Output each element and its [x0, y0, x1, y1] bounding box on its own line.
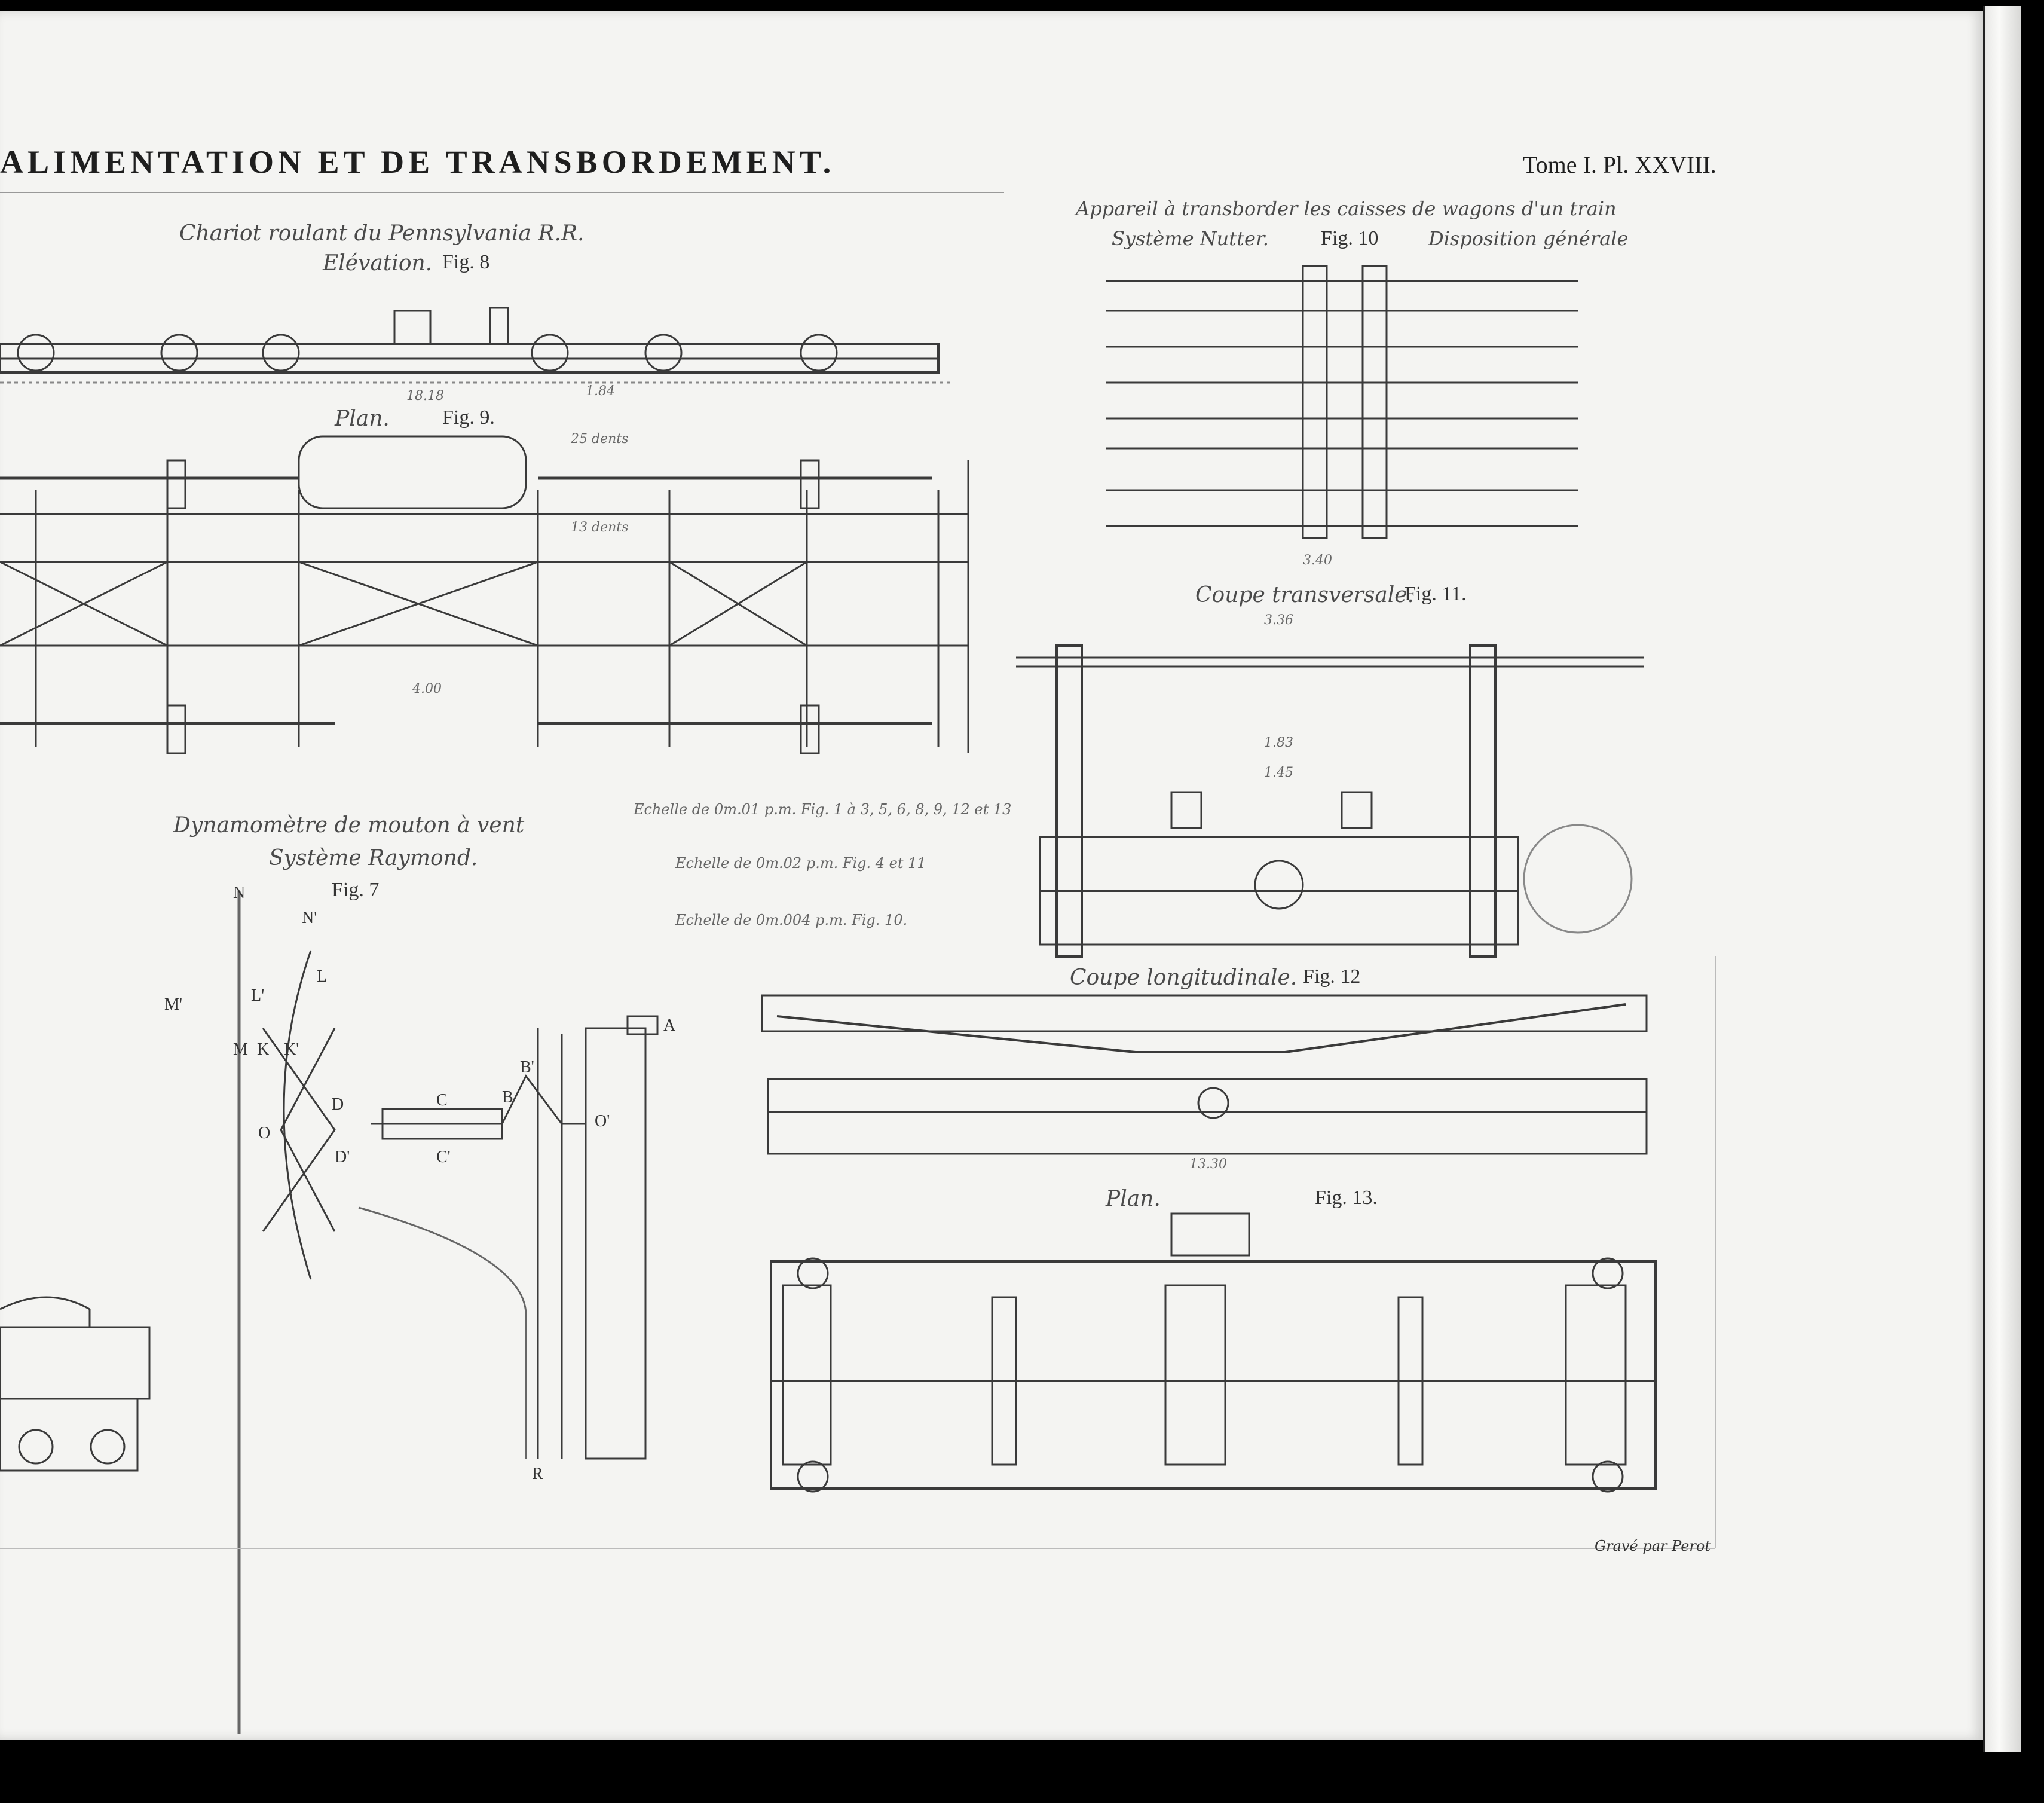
tome-plate-number: Tome I. Pl. XXVIII.: [1523, 151, 1716, 178]
mechanism-letter: C: [436, 1091, 448, 1110]
mechanism-letter: O': [595, 1112, 610, 1130]
dimension-label: 3.36: [1264, 613, 1293, 628]
mechanism-letter: D': [335, 1148, 350, 1166]
scale-2: Echelle de 0m.02 p.m. Fig. 4 et 11: [675, 855, 926, 872]
fig13-plan-drawing: [771, 1214, 1656, 1492]
mechanism-letter: D: [332, 1095, 344, 1114]
mechanism-letter: L': [251, 986, 265, 1005]
engraver-credit: Gravé par Perot: [1595, 1538, 1711, 1554]
fig10-caption: Appareil à transborder les caisses de wagons d'un train: [1076, 197, 1617, 220]
fig8-view: Elévation.: [323, 251, 433, 276]
mechanism-letter: M': [164, 995, 182, 1014]
fig11-cross-section: [1016, 646, 1644, 956]
dimension-label: 4.00: [412, 682, 442, 696]
fig11-label: Fig. 11.: [1405, 583, 1467, 605]
scale-3: Echelle de 0m.004 p.m. Fig. 10.: [675, 912, 908, 928]
fig10-general-arrangement: [1106, 266, 1578, 538]
fig8-caption: Chariot roulant du Pennsylvania R.R.: [179, 221, 585, 246]
mechanism-letter: L: [317, 967, 328, 986]
fig10-system: Système Nutter.: [1112, 227, 1269, 250]
plate-title: ALIMENTATION ET DE TRANSBORDEMENT.: [0, 144, 836, 180]
mechanism-letter: K': [284, 1040, 299, 1059]
dimension-label: 13.30: [1189, 1157, 1227, 1172]
mechanism-letter: N: [233, 884, 246, 902]
locomotive-fragment: [0, 1297, 149, 1471]
fig12-label: Fig. 12: [1303, 965, 1361, 988]
mechanism-letter: O: [258, 1124, 271, 1142]
mechanism-letter: M: [233, 1040, 248, 1059]
dimension-label: 1.45: [1264, 765, 1293, 780]
fig12-longitudinal-section: [762, 995, 1647, 1154]
fig11-caption: Coupe transversale.: [1195, 583, 1415, 607]
fig9-caption: Plan.: [335, 407, 390, 431]
fig13-caption: Plan.: [1106, 1187, 1161, 1211]
dimension-label: 1.83: [1264, 735, 1293, 750]
fig7-system: Système Raymond.: [269, 846, 478, 870]
fig7-caption: Dynamomètre de mouton à vent: [173, 813, 525, 838]
dimension-label: 25 dents: [571, 432, 629, 447]
mechanism-letter: C': [436, 1148, 451, 1166]
mechanism-letter: B': [520, 1058, 534, 1077]
mechanism-letter: K: [257, 1040, 270, 1059]
fig10-label: Fig. 10: [1321, 227, 1379, 249]
fig8-elevation-drawing: [0, 308, 950, 383]
dimension-label: 18.18: [406, 389, 444, 404]
mechanism-letter: N': [302, 909, 317, 927]
mechanism-letter: B: [502, 1088, 513, 1107]
fig13-label: Fig. 13.: [1315, 1187, 1378, 1209]
dimension-label: 1.84: [586, 384, 615, 399]
fig7-dynamometer-diagram: [239, 891, 657, 1734]
mechanism-letter: R: [532, 1465, 543, 1483]
fig12-caption: Coupe longitudinale.: [1070, 965, 1298, 990]
fig9-plan-drawing: [0, 436, 968, 753]
fig8-label: Fig. 8: [442, 251, 490, 273]
mechanism-letter: A: [663, 1016, 676, 1035]
dimension-label: 3.40: [1303, 553, 1332, 568]
scale-1: Echelle de 0m.01 p.m. Fig. 1 à 3, 5, 6, 8, 9, 12 et 13: [634, 801, 1012, 818]
fig7-label: Fig. 7: [332, 879, 380, 901]
fig10-subcaption: Disposition générale: [1428, 227, 1629, 250]
fig9-label: Fig. 9.: [442, 407, 495, 429]
dimension-label: 13 dents: [571, 520, 629, 535]
